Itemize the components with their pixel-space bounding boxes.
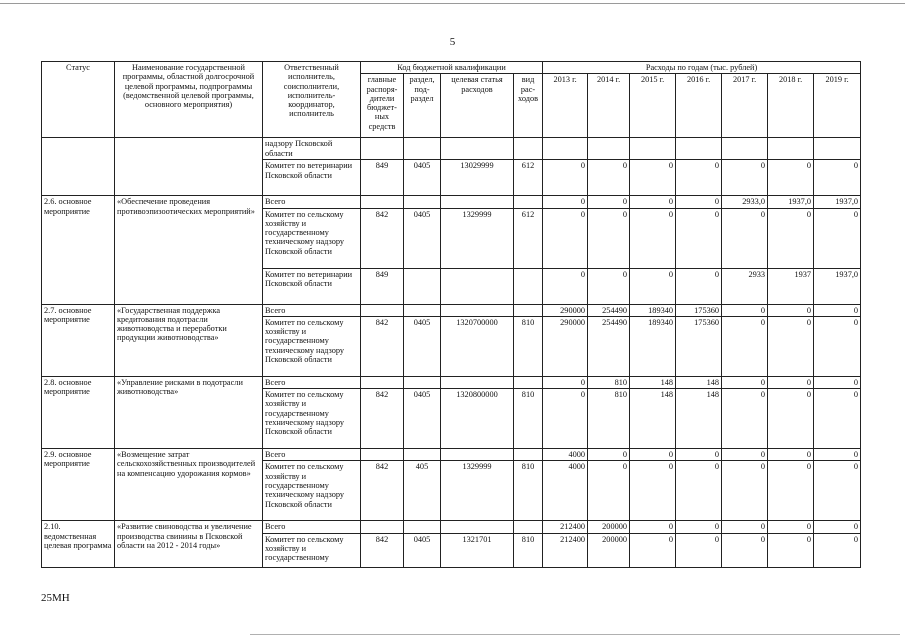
value-cell: 0	[814, 160, 861, 196]
value-cell: 0	[814, 389, 861, 449]
value-cell: 0	[676, 160, 722, 196]
value-cell: 4000	[543, 449, 588, 461]
responsible-cell: Комитет по сельскому хозяйству и государственному техническому надзору Псковской области	[263, 461, 361, 521]
value-cell: 0	[630, 533, 676, 567]
section-cell: 405	[404, 461, 441, 521]
expense-type-cell	[514, 138, 543, 160]
section-cell: 0405	[404, 389, 441, 449]
program-name-cell: «Государственная поддержка кредитования подотрасли животноводства и переработки продукции животноводства»	[115, 304, 263, 376]
responsible-cell: надзору Псковской области	[263, 138, 361, 160]
expense-type-cell	[514, 376, 543, 388]
section-cell	[404, 196, 441, 208]
value-cell: 0	[588, 268, 630, 304]
target-article-cell: 1320800000	[441, 389, 514, 449]
value-cell: 0	[722, 376, 768, 388]
header-main-manager: главные распоря-дители бюджет-ных средств	[361, 74, 404, 138]
value-cell: 175360	[676, 316, 722, 376]
value-cell: 0	[543, 268, 588, 304]
section-cell	[404, 138, 441, 160]
table-row	[42, 376, 861, 388]
header-year: 2019 г.	[814, 74, 861, 138]
status-cell: 2.8. основное мероприятие	[42, 376, 115, 448]
responsible-cell: Комитет по ветеринарии Псковской области	[263, 268, 361, 304]
value-cell	[814, 138, 861, 160]
value-cell: 0	[676, 449, 722, 461]
expense-type-cell: 810	[514, 316, 543, 376]
value-cell	[768, 138, 814, 160]
expense-type-cell	[514, 268, 543, 304]
value-cell: 0	[543, 208, 588, 268]
value-cell: 0	[768, 449, 814, 461]
value-cell: 0	[543, 196, 588, 208]
value-cell: 189340	[630, 304, 676, 316]
grbs-cell	[361, 521, 404, 533]
table-row	[42, 521, 861, 533]
table-body	[42, 138, 861, 567]
grbs-cell	[361, 304, 404, 316]
value-cell: 0	[630, 461, 676, 521]
program-name-cell: «Развитие свиноводства и увеличение производства свинины в Псковской области на 2012 - 2014 годы»	[115, 521, 263, 567]
value-cell: 2933,0	[722, 196, 768, 208]
value-cell: 0	[814, 316, 861, 376]
value-cell: 0	[588, 196, 630, 208]
responsible-cell: Комитет по сельскому хозяйству и государственному	[263, 533, 361, 567]
status-cell: 2.7. основное мероприятие	[42, 304, 115, 376]
value-cell: 148	[630, 376, 676, 388]
value-cell: 189340	[630, 316, 676, 376]
value-cell: 810	[588, 389, 630, 449]
value-cell: 0	[630, 449, 676, 461]
value-cell: 200000	[588, 533, 630, 567]
responsible-cell: Комитет по сельскому хозяйству и государственному техническому надзору Псковской области	[263, 316, 361, 376]
value-cell: 0	[722, 208, 768, 268]
value-cell: 0	[722, 160, 768, 196]
value-cell: 0	[588, 208, 630, 268]
value-cell: 0	[630, 268, 676, 304]
value-cell: 0	[676, 461, 722, 521]
value-cell: 0	[768, 304, 814, 316]
target-article-cell: 1329999	[441, 461, 514, 521]
responsible-cell: Комитет по сельскому хозяйству и государственному техническому надзору Псковской области	[263, 389, 361, 449]
value-cell: 212400	[543, 521, 588, 533]
scan-edge-top	[0, 3, 905, 4]
header-year: 2013 г.	[543, 74, 588, 138]
grbs-cell: 842	[361, 461, 404, 521]
expense-type-cell	[514, 304, 543, 316]
value-cell: 254490	[588, 304, 630, 316]
value-cell	[588, 138, 630, 160]
value-cell: 0	[768, 316, 814, 376]
value-cell: 212400	[543, 533, 588, 567]
responsible-cell: Комитет по ветеринарии Псковской области	[263, 160, 361, 196]
expense-type-cell: 810	[514, 533, 543, 567]
expense-type-cell: 810	[514, 461, 543, 521]
value-cell: 148	[676, 389, 722, 449]
header-program-name: Наименование государственной программы, областной долгосрочной целевой программы, подпрограммы (ведомственной целевой программы, основного мероприятия)	[115, 62, 263, 138]
value-cell: 0	[768, 521, 814, 533]
value-cell: 0	[588, 449, 630, 461]
target-article-cell: 1321701	[441, 533, 514, 567]
value-cell: 0	[768, 389, 814, 449]
target-article-cell	[441, 521, 514, 533]
value-cell: 0	[543, 160, 588, 196]
target-article-cell	[441, 376, 514, 388]
value-cell	[676, 138, 722, 160]
program-name-cell: «Возмещение затрат сельскохозяйственных производителей на компенсацию удорожания кормов»	[115, 449, 263, 521]
grbs-cell: 842	[361, 316, 404, 376]
value-cell: 0	[814, 461, 861, 521]
header-section: раздел, под-раздел	[404, 74, 441, 138]
responsible-cell: Всего	[263, 196, 361, 208]
responsible-cell: Всего	[263, 376, 361, 388]
status-cell	[42, 138, 115, 196]
responsible-cell: Всего	[263, 449, 361, 461]
value-cell: 200000	[588, 521, 630, 533]
value-cell: 0	[676, 268, 722, 304]
section-cell: 0405	[404, 160, 441, 196]
header-target-article: целевая статья расходов	[441, 74, 514, 138]
target-article-cell: 1320700000	[441, 316, 514, 376]
target-article-cell	[441, 138, 514, 160]
status-cell: 2.9. основное мероприятие	[42, 449, 115, 521]
value-cell: 0	[722, 533, 768, 567]
target-article-cell	[441, 196, 514, 208]
section-cell	[404, 304, 441, 316]
expense-type-cell: 810	[514, 389, 543, 449]
section-cell	[404, 449, 441, 461]
expense-type-cell	[514, 196, 543, 208]
value-cell: 0	[722, 461, 768, 521]
table-row	[42, 304, 861, 316]
value-cell: 0	[676, 196, 722, 208]
grbs-cell	[361, 138, 404, 160]
value-cell: 810	[588, 376, 630, 388]
value-cell: 0	[814, 376, 861, 388]
value-cell	[630, 138, 676, 160]
grbs-cell: 849	[361, 160, 404, 196]
grbs-cell	[361, 449, 404, 461]
value-cell: 0	[676, 521, 722, 533]
target-article-cell: 1329999	[441, 208, 514, 268]
value-cell: 0	[676, 533, 722, 567]
header-year: 2015 г.	[630, 74, 676, 138]
value-cell: 0	[543, 389, 588, 449]
section-cell	[404, 376, 441, 388]
expense-type-cell: 612	[514, 160, 543, 196]
expense-type-cell	[514, 521, 543, 533]
value-cell: 290000	[543, 316, 588, 376]
target-article-cell	[441, 449, 514, 461]
program-name-cell	[115, 138, 263, 196]
value-cell: 0	[722, 521, 768, 533]
table-row	[42, 449, 861, 461]
value-cell: 0	[814, 449, 861, 461]
value-cell: 0	[630, 521, 676, 533]
scan-edge-bottom	[250, 634, 900, 635]
value-cell: 0	[630, 160, 676, 196]
header-expenses-group: Расходы по годам (тыс. рублей)	[543, 62, 861, 74]
status-cell: 2.6. основное мероприятие	[42, 196, 115, 304]
section-cell	[404, 521, 441, 533]
value-cell: 254490	[588, 316, 630, 376]
header-budget-code-group: Код бюджетной квалификации	[361, 62, 543, 74]
header-year: 2017 г.	[722, 74, 768, 138]
grbs-cell	[361, 196, 404, 208]
value-cell: 290000	[543, 304, 588, 316]
target-article-cell: 13029999	[441, 160, 514, 196]
value-cell: 0	[814, 521, 861, 533]
value-cell: 1937	[768, 268, 814, 304]
grbs-cell: 842	[361, 208, 404, 268]
section-cell: 0405	[404, 208, 441, 268]
value-cell: 0	[588, 160, 630, 196]
value-cell: 0	[768, 376, 814, 388]
value-cell: 148	[676, 376, 722, 388]
responsible-cell: Всего	[263, 304, 361, 316]
value-cell: 0	[814, 208, 861, 268]
value-cell: 0	[814, 304, 861, 316]
header-year: 2018 г.	[768, 74, 814, 138]
footer-code: 25МН	[41, 592, 70, 604]
value-cell: 0	[768, 160, 814, 196]
value-cell: 0	[588, 461, 630, 521]
value-cell: 0	[768, 533, 814, 567]
program-name-cell: «Обеспечение проведения противоэпизоотических мероприятий»	[115, 196, 263, 304]
value-cell: 0	[630, 208, 676, 268]
value-cell: 1937,0	[814, 196, 861, 208]
header-responsible: Ответственный исполнитель, соисполнители, исполнитель-координатор, исполнитель	[263, 62, 361, 138]
section-cell: 0405	[404, 533, 441, 567]
header-year: 2014 г.	[588, 74, 630, 138]
responsible-cell: Комитет по сельскому хозяйству и государственному техническому надзору Псковской области	[263, 208, 361, 268]
value-cell: 0	[722, 304, 768, 316]
page-number: 5	[449, 36, 456, 48]
value-cell: 0	[676, 208, 722, 268]
value-cell	[543, 138, 588, 160]
value-cell: 175360	[676, 304, 722, 316]
responsible-cell: Всего	[263, 521, 361, 533]
value-cell: 0	[630, 196, 676, 208]
value-cell: 148	[630, 389, 676, 449]
table-row	[42, 138, 861, 160]
value-cell	[722, 138, 768, 160]
grbs-cell: 842	[361, 533, 404, 567]
value-cell: 0	[722, 449, 768, 461]
budget-table	[41, 61, 861, 568]
status-cell: 2.10. ведомственная целевая программа	[42, 521, 115, 567]
section-cell: 0405	[404, 316, 441, 376]
value-cell: 0	[722, 389, 768, 449]
table-header	[42, 62, 861, 138]
header-status: Статус	[42, 62, 115, 138]
target-article-cell	[441, 268, 514, 304]
value-cell: 0	[768, 461, 814, 521]
program-name-cell: «Управление рисками в подотрасли животноводства»	[115, 376, 263, 448]
value-cell: 0	[543, 376, 588, 388]
header-year: 2016 г.	[676, 74, 722, 138]
header-expense-type: вид рас-ходов	[514, 74, 543, 138]
section-cell	[404, 268, 441, 304]
grbs-cell	[361, 376, 404, 388]
value-cell: 1937,0	[768, 196, 814, 208]
table-row	[42, 196, 861, 208]
grbs-cell: 849	[361, 268, 404, 304]
expense-type-cell	[514, 449, 543, 461]
value-cell: 0	[768, 208, 814, 268]
value-cell: 1937,0	[814, 268, 861, 304]
grbs-cell: 842	[361, 389, 404, 449]
value-cell: 4000	[543, 461, 588, 521]
target-article-cell	[441, 304, 514, 316]
value-cell: 2933	[722, 268, 768, 304]
expense-type-cell: 612	[514, 208, 543, 268]
value-cell: 0	[722, 316, 768, 376]
value-cell: 0	[814, 533, 861, 567]
